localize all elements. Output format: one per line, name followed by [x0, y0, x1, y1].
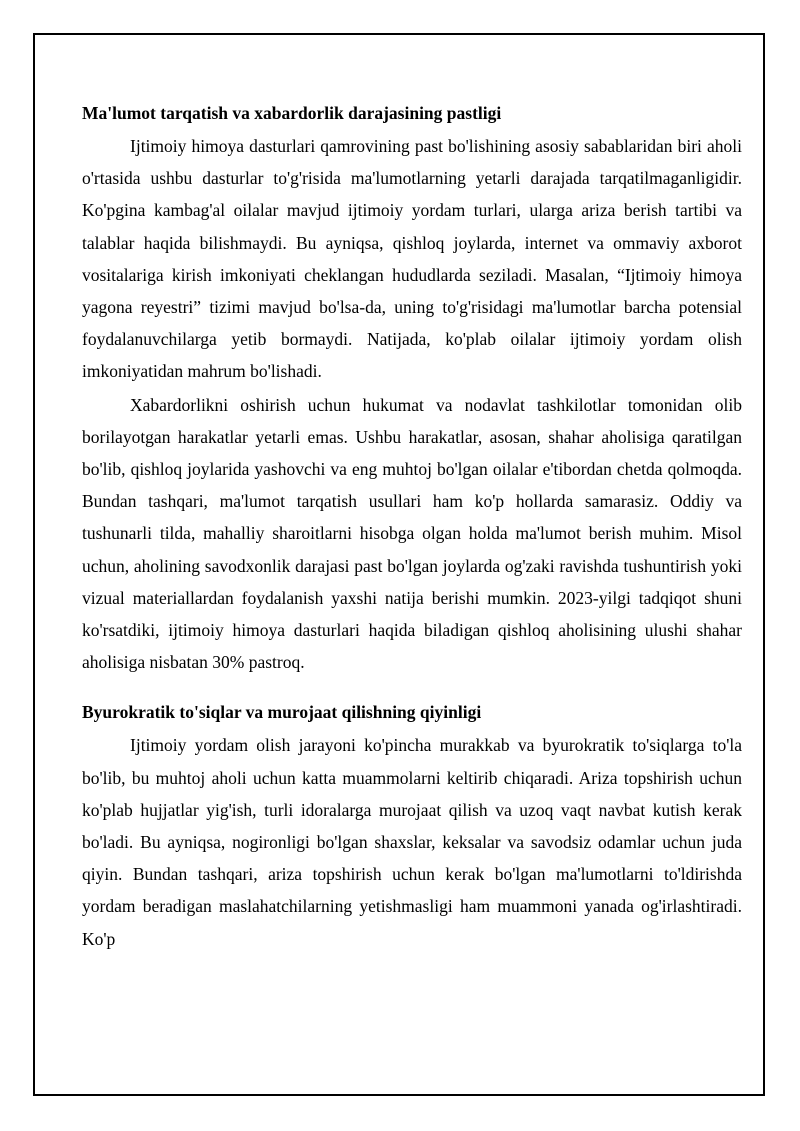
section-heading-bureaucracy: Byurokratik to'siqlar va murojaat qilishning qiyinligi [82, 702, 482, 723]
paragraph-awareness-2: Xabardorlikni oshirish uchun hukumat va nodavlat tashkilotlar tomonidan olib borilayotgan harakatlar yetarli emas. Ushbu harakatlar, asosan, shahar aholisiga qaratilgan bo'lib, qishloq joylarida yashovchi va eng muhtoj bo'lgan oilalar e'tibordan chetda qolmoqda. Bundan tashqari, ma'lumot tarqatish usullari ham ko'p hollarda samarasiz. Oddiy va tushunarli tilda, mahalliy sharoitlarni hisobga olgan holda ma'lumot berish muhim. Misol uchun, aholining savodxonlik darajasi past bo'lgan joylarda og'zaki ravishda tushuntirish yoki vizual materiallardan foydalanish yaxshi natija berishi mumkin. 2023-yilgi tadqiqot shuni ko'rsatdiki, ijtimoiy himoya dasturlari haqida biladigan qishloq aholisining ulushi shahar aholisiga nisbatan 30% pastroq. [82, 394, 742, 673]
paragraph-awareness-1: Ijtimoiy himoya dasturlari qamrovining past bo'lishining asosiy sabablaridan biri aholi o'rtasida ushbu dasturlar to'g'risida ma'lumotlarning yetarli darajada tarqatilmaganligidir. Ko'pgina kambag'al oilalar mavjud ijtimoiy yordam turlari, ularga ariza berish tartibi va talablar haqida bilishmaydi. Bu ayniqsa, qishloq joylarda, internet va ommaviy axborot vositalariga kirish imkoniyati cheklangan hududlarda seziladi. Masalan, “Ijtimoiy himoya yagona reyestri” tizimi mavjud bo'lsa-da, uning to'g'risidagi ma'lumotlar barcha potensial foydalanuvchilarga yetib bormaydi. Natijada, ko'plab oilalar ijtimoiy yordam olish imkoniyatidan mahrum bo'lishadi. [82, 136, 742, 382]
paragraph-bureaucracy-1: Ijtimoiy yordam olish jarayoni ko'pincha murakkab va byurokratik to'siqlarga to'la bo'lib, bu muhtoj aholi uchun katta muammolarni keltirib chiqaradi. Ariza topshirish uchun ko'plab hujjatlar yig'ish, turli idoralarga murojaat qilish va uzoq vaqt navbat kutish kerak bo'ladi. Bu ayniqsa, nogironligi bo'lgan shaxslar, keksalar va savodsiz odamlar uchun juda qiyin. Bundan tashqari, ariza topshirish uchun kerak bo'lgan ma'lumotlarni to'ldirishda yordam beradigan maslahatchilarning yetishmasligi ham muammoni yanada og'irlashtiradi. Ko'p [82, 735, 742, 949]
document-body [82, 97, 742, 955]
section-heading-awareness: Ma'lumot tarqatish va xabardorlik darajasining pastligi [82, 103, 502, 123]
